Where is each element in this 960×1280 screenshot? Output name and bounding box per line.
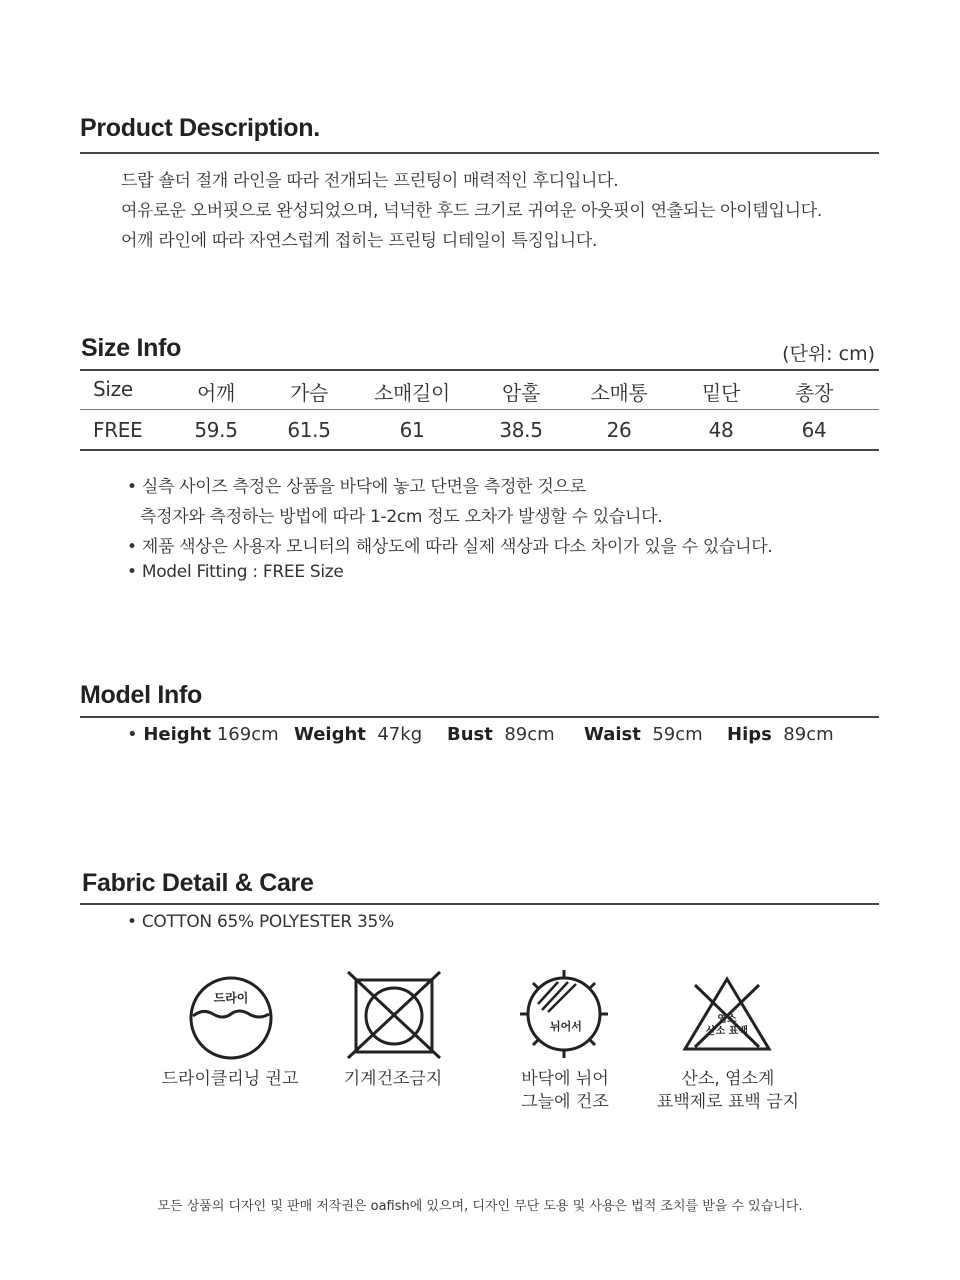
description-line-3: 어깨 라인에 따라 자연스럽게 접히는 프린팅 디테일이 특징입니다.	[121, 231, 598, 251]
model-info-title: Model Info	[80, 681, 202, 709]
model-waist-value: 59cm	[652, 724, 703, 745]
care-caption-line: 바닥에 뉘어	[521, 1069, 609, 1089]
table-cell: 48	[708, 418, 734, 442]
model-hips	[727, 724, 834, 745]
model-height	[127, 724, 279, 745]
dry-clean-icon-text: 드라이	[213, 991, 249, 1005]
table-header-cell: 가슴	[289, 381, 329, 405]
model-bust-value: 89cm	[504, 724, 555, 745]
table-header-cell: Size	[93, 377, 133, 401]
table-cell: 61	[399, 418, 425, 442]
table-cell: 26	[606, 418, 632, 442]
table-cell: 64	[801, 418, 827, 442]
table-header-divider	[80, 409, 879, 410]
size-info-title: Size Info	[81, 334, 182, 362]
table-header-cell: 암홀	[501, 381, 541, 405]
care-caption-no-bleach	[628, 1068, 828, 1114]
table-header-cell: 총장	[794, 381, 834, 405]
model-height-value: 169cm	[216, 724, 279, 745]
table-header-cell: 어깨	[196, 381, 236, 405]
model-weight	[294, 724, 422, 745]
care-caption-line: 기계건조금지	[343, 1069, 443, 1089]
care-caption-line: 산소, 염소계	[681, 1069, 775, 1089]
size-note-1: • 실측 사이즈 측정은 상품을 바닥에 놓고 단면을 측정한 것으로	[127, 477, 586, 497]
table-cell: 59.5	[194, 418, 238, 442]
divider	[80, 903, 879, 905]
care-caption-line: 그늘에 건조	[521, 1092, 609, 1112]
model-waist-label: Waist	[584, 724, 641, 745]
description-line-2: 여유로운 오버핏으로 완성되었으며, 넉넉한 후드 크기로 귀여운 아웃핏이 연출되는 아이템입니다.	[121, 201, 823, 221]
flat-dry-icon-text: 뉘어서	[550, 1020, 582, 1033]
no-machine-wash-icon	[346, 970, 442, 1060]
dry-clean-icon	[185, 972, 277, 1064]
description-line-1: 드랍 숄더 절개 라인을 따라 전개되는 프린팅이 매력적인 후디입니다.	[121, 171, 619, 191]
unit-label: (단위: cm)	[782, 343, 875, 365]
copyright-notice: 모든 상품의 디자인 및 판매 저작권은 oafish에 있으며, 디자인 무단 도용 및 사용은 법적 조치를 받을 수 있습니다.	[157, 1199, 803, 1214]
care-caption-line: 드라이클리닝 권고	[161, 1069, 299, 1089]
model-weight-label: Weight	[294, 724, 366, 745]
size-note-1-continued: 측정자와 측정하는 방법에 따라 1-2cm 정도 오차가 발생할 수 있습니다.	[140, 507, 663, 527]
model-weight-value: 47kg	[377, 724, 423, 745]
divider	[80, 152, 879, 154]
model-bust	[447, 724, 555, 745]
product-description-title: Product Description.	[80, 114, 320, 142]
flat-dry-shade-icon	[518, 968, 610, 1060]
no-bleach-icon-text-2: 산소 표백	[705, 1026, 749, 1037]
care-caption-no-machine-wash	[293, 1068, 493, 1091]
table-cell: 61.5	[287, 418, 331, 442]
table-header-cell: 소매통	[590, 381, 648, 405]
model-bust-label: Bust	[447, 724, 493, 745]
model-hips-label: Hips	[727, 724, 772, 745]
size-note-3: • Model Fitting : FREE Size	[127, 562, 344, 582]
model-height-label: Height	[143, 724, 212, 745]
bullet: •	[127, 724, 138, 745]
care-caption-line: 표백제로 표백 금지	[656, 1092, 800, 1112]
table-top-border	[80, 369, 879, 371]
model-hips-value: 89cm	[783, 724, 834, 745]
table-cell: 38.5	[499, 418, 543, 442]
table-bottom-border	[80, 449, 879, 451]
divider	[80, 716, 879, 718]
no-bleach-icon-text-1: 염소	[717, 1014, 737, 1025]
no-bleach-icon	[681, 975, 773, 1053]
size-note-2: • 제품 색상은 사용자 모니터의 해상도에 따라 실제 색상과 다소 차이가 있을 수 있습니다.	[127, 537, 773, 557]
table-header-cell: 밑단	[701, 381, 741, 405]
fabric-title: Fabric Detail & Care	[82, 869, 314, 897]
table-header-cell: 소매길이	[373, 381, 451, 405]
table-cell: FREE	[93, 418, 143, 442]
model-waist	[584, 724, 703, 745]
fabric-composition: • COTTON 65% POLYESTER 35%	[127, 912, 394, 932]
